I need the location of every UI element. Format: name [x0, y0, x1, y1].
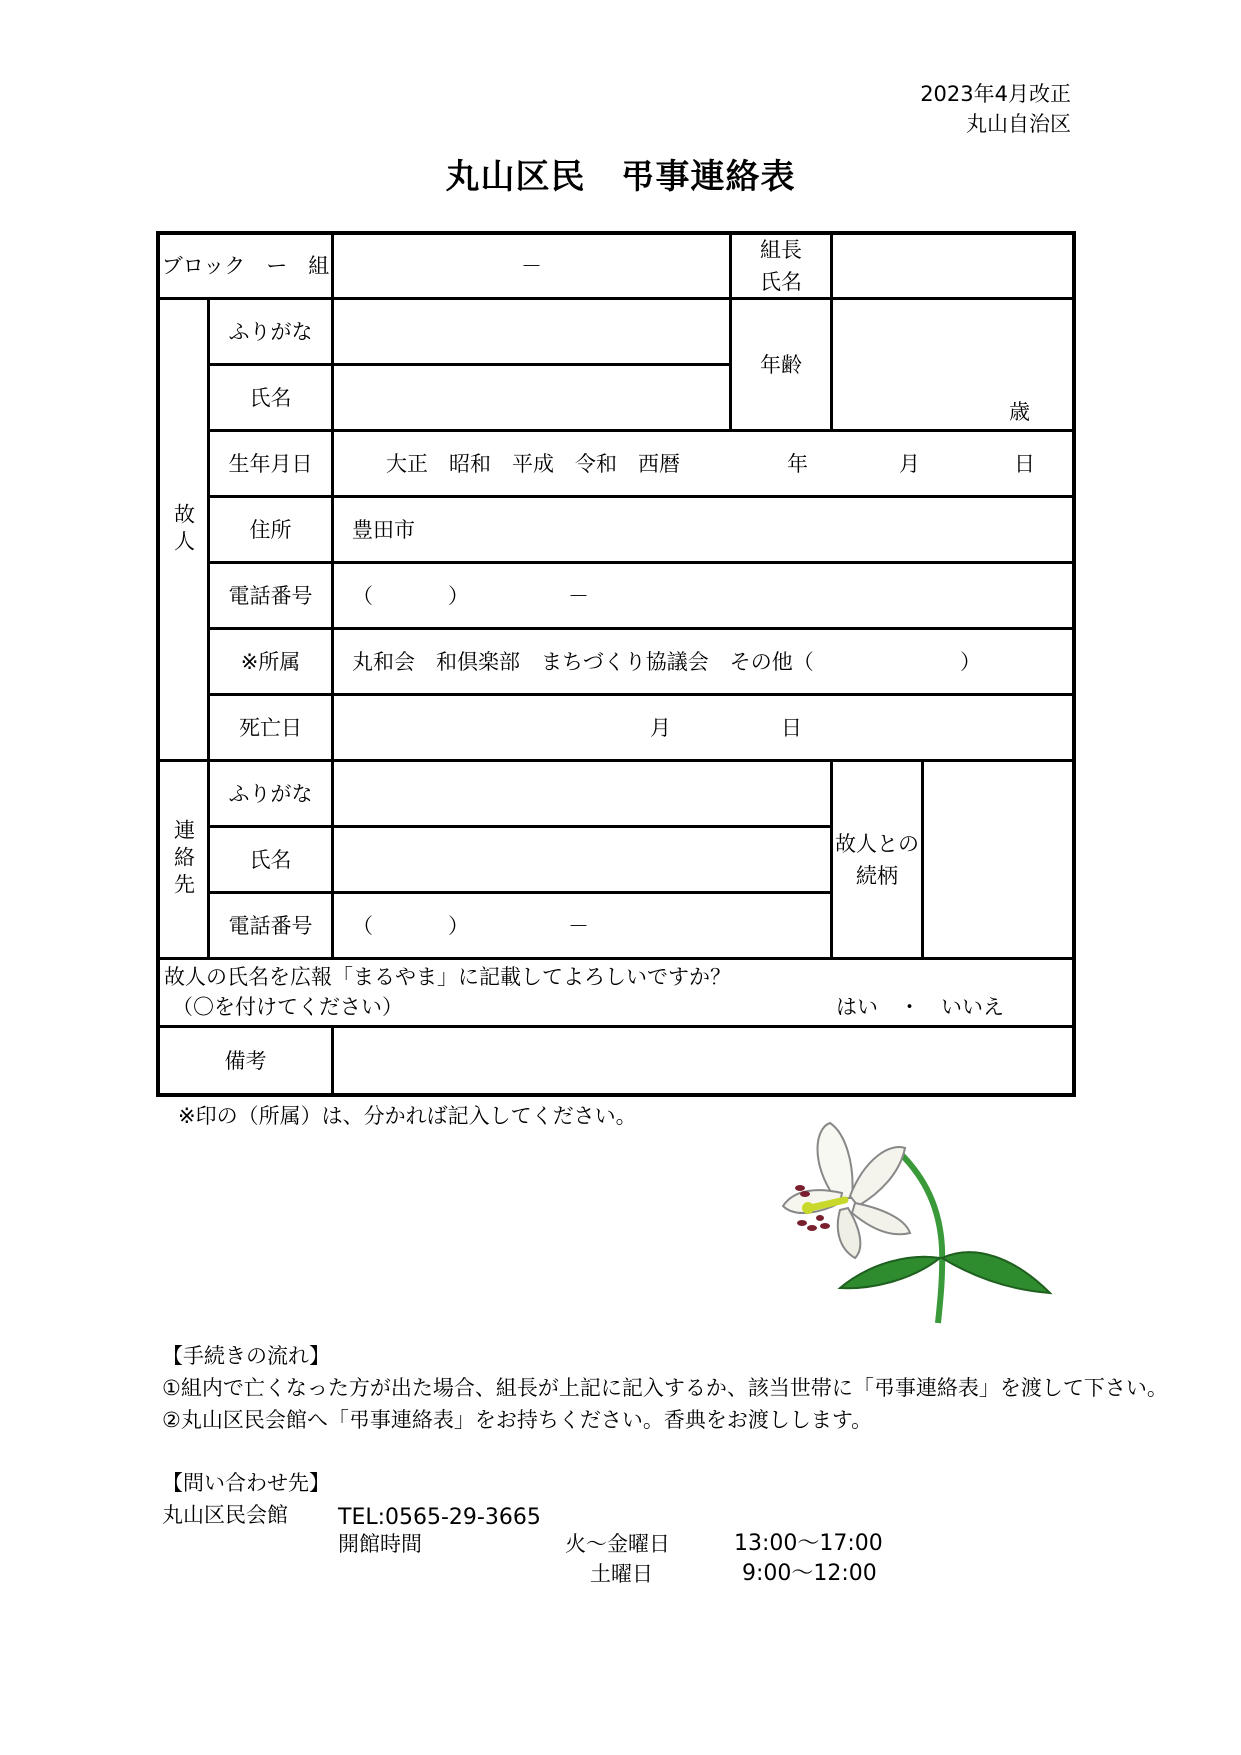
birth-date-label: 生年月日	[228, 451, 313, 476]
block-input[interactable]	[334, 235, 729, 297]
procedure-heading: 【手続きの流れ】	[162, 1344, 330, 1368]
leader-name-input[interactable]	[833, 235, 1072, 297]
contact-section-label: 連絡先	[171, 819, 196, 900]
address-prefix: 豊田市	[352, 518, 415, 542]
contact-phone-open-paren: （	[352, 914, 373, 938]
weekday-hours: 13:00～17:00	[734, 1531, 883, 1556]
birth-date-input[interactable]	[334, 432, 1072, 495]
address-input[interactable]	[334, 498, 1072, 561]
newsletter-yes-no-options[interactable]: はい ・ いいえ	[836, 995, 1004, 1019]
contact-venue: 丸山区民会館	[162, 1503, 288, 1527]
deceased-phone-label: 電話番号	[228, 583, 313, 608]
weekday-label: 火～金曜日	[565, 1532, 670, 1556]
contact-phone-label: 電話番号	[228, 913, 313, 938]
phone-open-paren: （	[352, 584, 373, 608]
saturday-hours: 9:00～12:00	[742, 1561, 877, 1586]
death-day-unit: 日	[781, 716, 802, 740]
contact-furigana-input[interactable]	[334, 762, 830, 825]
birth-day-unit: 日	[1014, 452, 1035, 476]
affiliation-close-paren: ）	[960, 650, 981, 674]
contact-heading: 【問い合わせ先】	[162, 1471, 330, 1495]
remarks-input[interactable]	[334, 1028, 1072, 1093]
procedure-step-2: ②丸山区民会館へ「弔事連絡表」をお持ちください。香典をお渡しします。	[162, 1408, 873, 1432]
age-input[interactable]	[833, 300, 1072, 429]
block-label: ブロック ー 組	[161, 254, 330, 278]
birth-year-unit: 年	[787, 452, 808, 476]
contact-furigana-label: ふりがな	[228, 781, 313, 806]
birth-month-unit: 月	[899, 452, 920, 476]
newsletter-instruction: （〇を付けてください）	[172, 995, 403, 1019]
contact-name-input[interactable]	[334, 828, 830, 891]
contact-name-label: 氏名	[249, 847, 292, 872]
contact-phone-dash: －	[568, 914, 589, 938]
birth-era-options[interactable]: 大正 昭和 平成 令和 西暦	[386, 452, 680, 476]
deceased-name-input[interactable]	[334, 366, 729, 429]
contact-phone-input[interactable]	[334, 894, 830, 957]
relation-label: 故人との 続柄	[835, 831, 919, 888]
deceased-furigana-label: ふりがな	[228, 319, 313, 344]
saturday-label: 土曜日	[590, 1562, 653, 1586]
affiliation-input[interactable]	[334, 630, 1072, 693]
affiliation-options[interactable]: 丸和会 和倶楽部 まちづくり協議会 その他（	[352, 650, 814, 674]
deceased-section-label: 故人	[171, 502, 196, 557]
remarks-label: 備考	[224, 1048, 267, 1073]
leader-label: 組長 氏名	[760, 238, 802, 294]
affiliation-label: ※所属	[240, 649, 301, 674]
death-date-input[interactable]	[334, 696, 1072, 759]
relation-input[interactable]	[924, 762, 1072, 957]
address-label: 住所	[249, 517, 292, 542]
death-date-label: 死亡日	[239, 715, 302, 740]
newsletter-consent-row	[160, 960, 1072, 1025]
lily-flower-icon	[780, 1118, 1060, 1328]
contact-phone-close-paren: ）	[448, 914, 469, 938]
hours-label: 開館時間	[338, 1532, 422, 1556]
deceased-phone-input[interactable]	[334, 564, 1072, 627]
deceased-furigana-input[interactable]	[334, 300, 729, 363]
age-label: 年齢	[760, 352, 802, 377]
deceased-name-label: 氏名	[249, 385, 292, 410]
page-title: 丸山区民 弔事連絡表	[445, 157, 796, 197]
death-month-unit: 月	[650, 716, 671, 740]
age-unit: 歳	[1009, 400, 1030, 424]
revision-date: 2023年4月改正	[920, 82, 1071, 106]
issuer: 丸山自治区	[966, 112, 1071, 136]
procedure-step-1: ①組内で亡くなった方が出た場合、組長が上記に記入するか、該当世帯に「弔事連絡表」を渡して下さい。	[162, 1376, 1168, 1400]
affiliation-footnote: ※印の（所属）は、分かれば記入してください。	[178, 1104, 637, 1128]
phone-dash: －	[568, 584, 589, 608]
block-dash: －	[521, 254, 542, 278]
phone-close-paren: ）	[448, 584, 469, 608]
contact-tel: TEL:0565-29-3665	[338, 1505, 541, 1530]
newsletter-question: 故人の氏名を広報「まるやま」に記載してよろしいですか？	[164, 965, 731, 989]
